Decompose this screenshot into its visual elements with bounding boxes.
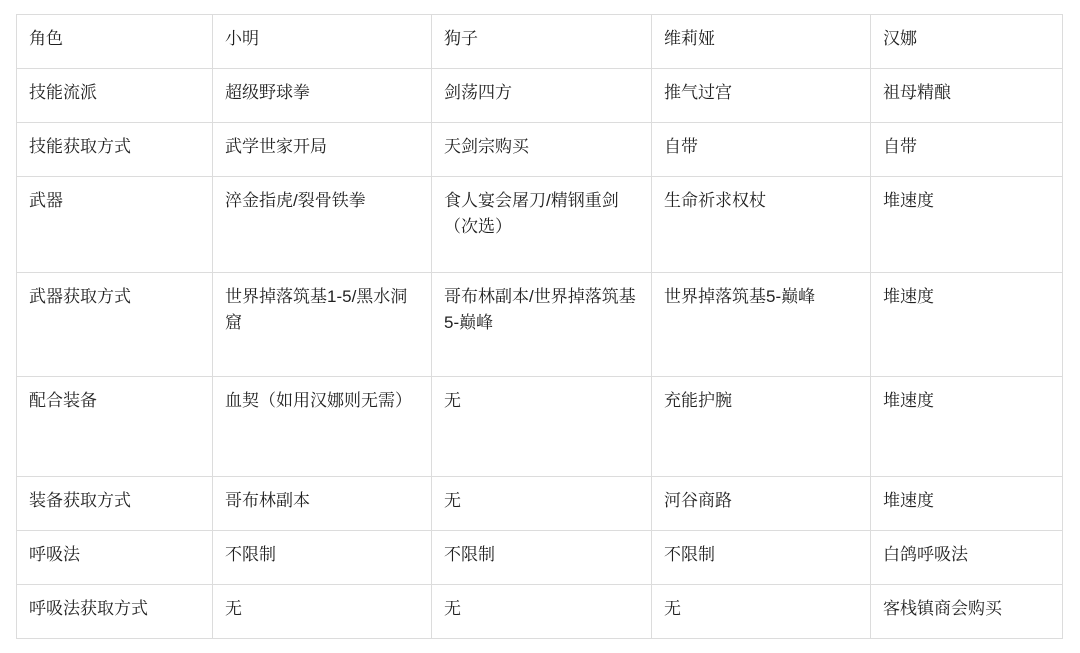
table-cell-row7-col4: 白鸽呼吸法: [871, 531, 1063, 585]
table-cell-row5-col2: 无: [432, 377, 652, 477]
table-cell-row4-col4: 堆速度: [871, 273, 1063, 377]
table-cell-row1-col2: 剑荡四方: [432, 69, 652, 123]
table-cell-row3-col2: 食人宴会屠刀/精钢重剑（次选）: [432, 177, 652, 273]
table-cell-row2-col1: 武学世家开局: [213, 123, 432, 177]
table-cell-row1-col1: 超级野球拳: [213, 69, 432, 123]
table-cell-row5-col0: 配合装备: [17, 377, 213, 477]
table-row: [17, 377, 1063, 477]
table-cell-row5-col4: 堆速度: [871, 377, 1063, 477]
table-cell-row4-col3: 世界掉落筑基5-巅峰: [652, 273, 871, 377]
table-cell-row5-col1: 血契（如用汉娜则无需）: [213, 377, 432, 477]
table-cell-row0-col3: 维莉娅: [652, 15, 871, 69]
table-cell-row0-col1: 小明: [213, 15, 432, 69]
table-cell-row2-col2: 天剑宗购买: [432, 123, 652, 177]
table-row: [17, 69, 1063, 123]
table-cell-row0-col4: 汉娜: [871, 15, 1063, 69]
table-cell-row3-col3: 生命祈求权杖: [652, 177, 871, 273]
table-cell-row8-col4: 客栈镇商会购买: [871, 585, 1063, 639]
table-cell-row2-col4: 自带: [871, 123, 1063, 177]
table-cell-row6-col2: 无: [432, 477, 652, 531]
table-cell-row3-col1: 淬金指虎/裂骨铁拳: [213, 177, 432, 273]
character-build-table: [16, 14, 1063, 639]
table-cell-row1-col4: 祖母精酿: [871, 69, 1063, 123]
table-cell-row0-col0: 角色: [17, 15, 213, 69]
table-cell-row3-col0: 武器: [17, 177, 213, 273]
table-cell-row6-col3: 河谷商路: [652, 477, 871, 531]
table-cell-row6-col1: 哥布林副本: [213, 477, 432, 531]
table-cell-row2-col3: 自带: [652, 123, 871, 177]
table-cell-row1-col3: 推气过宫: [652, 69, 871, 123]
table-row: [17, 585, 1063, 639]
table-cell-row6-col0: 装备获取方式: [17, 477, 213, 531]
table-row: [17, 123, 1063, 177]
table-cell-row8-col3: 无: [652, 585, 871, 639]
table-cell-row4-col0: 武器获取方式: [17, 273, 213, 377]
table-cell-row0-col2: 狗子: [432, 15, 652, 69]
table-cell-row7-col3: 不限制: [652, 531, 871, 585]
table-row: [17, 477, 1063, 531]
table-row: [17, 15, 1063, 69]
table-cell-row2-col0: 技能获取方式: [17, 123, 213, 177]
table-cell-row5-col3: 充能护腕: [652, 377, 871, 477]
table-cell-row7-col1: 不限制: [213, 531, 432, 585]
table-row: [17, 531, 1063, 585]
table-cell-row7-col2: 不限制: [432, 531, 652, 585]
table-cell-row6-col4: 堆速度: [871, 477, 1063, 531]
table-cell-row3-col4: 堆速度: [871, 177, 1063, 273]
table-row: [17, 273, 1063, 377]
table-cell-row4-col2: 哥布林副本/世界掉落筑基5-巅峰: [432, 273, 652, 377]
table-cell-row4-col1: 世界掉落筑基1-5/黑水洞窟: [213, 273, 432, 377]
table-cell-row8-col2: 无: [432, 585, 652, 639]
table-cell-row7-col0: 呼吸法: [17, 531, 213, 585]
table-cell-row1-col0: 技能流派: [17, 69, 213, 123]
table-row: [17, 177, 1063, 273]
table-cell-row8-col0: 呼吸法获取方式: [17, 585, 213, 639]
table-cell-row8-col1: 无: [213, 585, 432, 639]
